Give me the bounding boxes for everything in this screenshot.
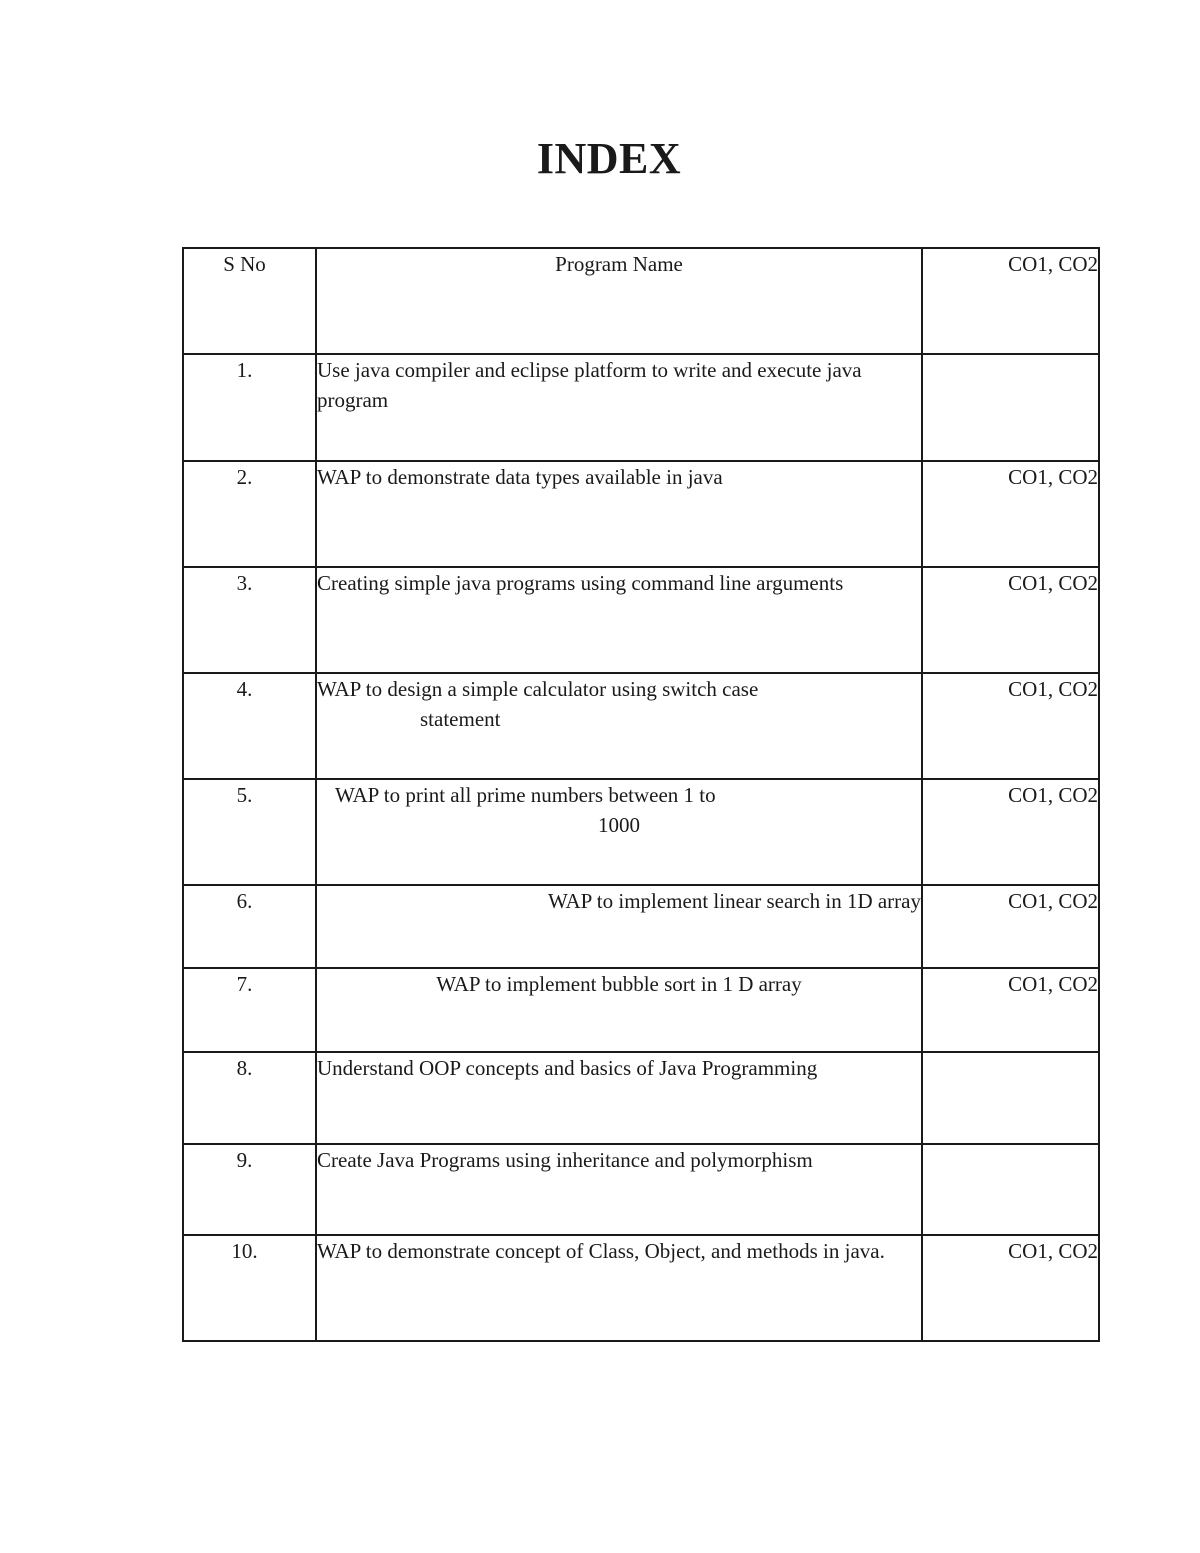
row-co: CO1, CO2 [922,968,1099,1052]
index-table [182,247,1100,1342]
row-co: CO1, CO2 [922,779,1099,885]
row-sno: 2. [183,461,316,567]
table-header-row [183,248,1099,354]
table-row [183,673,1099,779]
row-program-name: WAP to demonstrate concept of Class, Object, and methods in java. [316,1235,922,1341]
table-row [183,779,1099,885]
page-title: INDEX [536,134,682,183]
program-name-line: statement [420,707,501,731]
program-name-line: WAP to design a simple calculator using switch case [317,677,759,701]
table-row [183,354,1099,461]
header-co: CO1, CO2 [922,248,1099,354]
table-row [183,461,1099,567]
row-program-name: Use java compiler and eclipse platform to write and execute java program [316,354,922,461]
row-program-name [316,779,922,885]
row-program-name [316,673,922,779]
header-program-name: Program Name [316,248,922,354]
table-row [183,567,1099,673]
row-sno: 5. [183,779,316,885]
row-sno: 1. [183,354,316,461]
table-row [183,968,1099,1052]
row-sno: 4. [183,673,316,779]
row-sno: 8. [183,1052,316,1144]
table-row [183,1052,1099,1144]
row-co [922,1144,1099,1235]
row-program-name: WAP to demonstrate data types available in java [316,461,922,567]
row-sno: 9. [183,1144,316,1235]
row-co: CO1, CO2 [922,461,1099,567]
row-program-name: Understand OOP concepts and basics of Java Programming [316,1052,922,1144]
row-program-name: WAP to implement linear search in 1D array [316,885,922,968]
row-co: CO1, CO2 [922,885,1099,968]
row-co [922,354,1099,461]
row-sno: 6. [183,885,316,968]
table-row [183,1144,1099,1235]
row-co: CO1, CO2 [922,673,1099,779]
row-sno: 7. [183,968,316,1052]
table-row [183,885,1099,968]
row-co: CO1, CO2 [922,567,1099,673]
program-name-line: WAP to print all prime numbers between 1 to [335,783,716,807]
row-sno: 10. [183,1235,316,1341]
row-program-name: Create Java Programs using inheritance and polymorphism [316,1144,922,1235]
row-co [922,1052,1099,1144]
program-name-line: 1000 [598,813,640,837]
row-program-name: Creating simple java programs using command line arguments [316,567,922,673]
row-co: CO1, CO2 [922,1235,1099,1341]
row-sno: 3. [183,567,316,673]
row-program-name: WAP to implement bubble sort in 1 D array [316,968,922,1052]
table-row [183,1235,1099,1341]
header-sno: S No [183,248,316,354]
